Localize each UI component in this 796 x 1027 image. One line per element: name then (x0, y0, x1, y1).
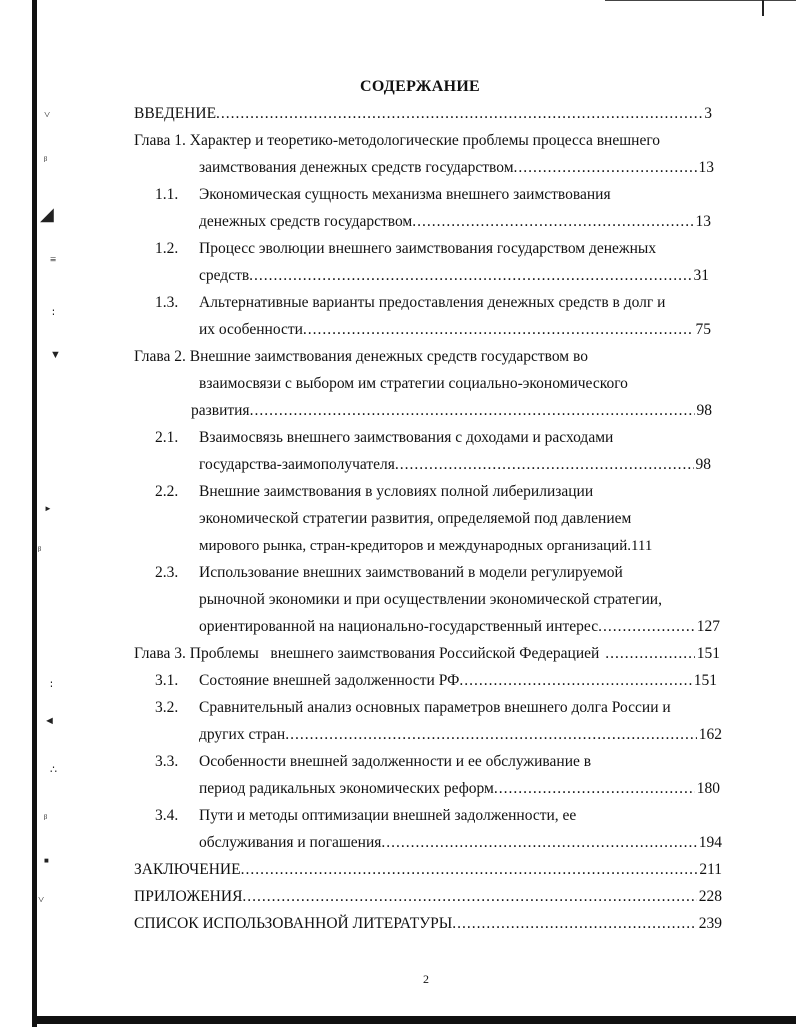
toc-entry-title: Экономическая сущность механизма внешнего заимствования (199, 186, 611, 203)
toc-entry-title: ВВЕДЕНИЕ (134, 105, 217, 122)
toc-entry-title: Внешние заимствования в условиях полной либерилизации (199, 483, 594, 500)
binder-mark: ∴ (50, 764, 57, 776)
toc-section-3-4-title[interactable] (155, 805, 576, 827)
toc-entry-page: 75 (695, 321, 711, 338)
toc-entry-title: ориентированной на национально-государственный интерес (199, 618, 599, 635)
binder-mark: ˅ (38, 894, 45, 906)
toc-leader-dots (459, 670, 691, 692)
toc-entry-title: период радикальных экономических реформ (199, 780, 494, 797)
toc-entry-title: развития (191, 402, 250, 419)
toc-entry-title: денежных средств государством (199, 213, 413, 230)
toc-entry-title: Использование внешних заимствований в модели регулируемой (199, 564, 623, 581)
page-number: 2 (423, 972, 429, 986)
toc-section-number: 2.1. (155, 429, 179, 446)
page-border-left (32, 0, 37, 1027)
toc-entry-page: 151 (693, 672, 717, 689)
page-border-bottom (32, 1016, 796, 1024)
toc-entry-appendix[interactable] (134, 886, 722, 908)
binder-mark: ˅ (44, 109, 51, 121)
toc-entry-page: 239 (698, 915, 722, 932)
toc-entry-page: 31 (693, 267, 709, 284)
toc-leader-dots (285, 724, 697, 746)
binder-mark: ≡ (50, 254, 57, 266)
binder-mark: ∶ (52, 307, 55, 319)
toc-section-3-1[interactable] (155, 670, 717, 692)
toc-entry-title: их особенности (199, 321, 303, 338)
toc-entry-title: Сравнительный анализ основных параметров внешнего долга России и (199, 699, 671, 716)
toc-section-2-3-title[interactable] (155, 562, 623, 584)
toc-entry-title: средств (199, 267, 250, 284)
toc-section-1-1-title[interactable] (155, 184, 611, 206)
toc-leader-dots (381, 832, 696, 854)
binder-mark: ᵦ (38, 541, 42, 553)
toc-entry-title: заимствования денежных средств государством (199, 159, 514, 176)
binder-mark: ◢ (40, 204, 54, 224)
toc-leader-dots (452, 913, 696, 935)
toc-section-2-1[interactable] (199, 454, 711, 476)
toc-leader-dots (598, 616, 695, 638)
toc-section-3-2-title[interactable] (155, 697, 671, 719)
toc-section-number: 1.3. (155, 294, 179, 311)
toc-entry-page: 13 (698, 159, 714, 176)
binder-mark: ᵦ (44, 809, 48, 821)
toc-entry-title: СПИСОК ИСПОЛЬЗОВАННОЙ ЛИТЕРАТУРЫ (134, 915, 453, 932)
toc-entry-page: 194 (698, 834, 722, 851)
toc-entry-title: Процесс эволюции внешнего заимствования государством денежных (199, 240, 657, 257)
page-title: СОДЕРЖАНИЕ (360, 78, 481, 95)
toc-entry-page: 3 (704, 105, 712, 122)
toc-section-1-2-title[interactable] (155, 238, 656, 260)
toc-leader-dots (303, 319, 694, 341)
toc-leader-dots (241, 859, 698, 881)
toc-entry-page: 180 (696, 780, 720, 797)
toc-leader-dots (514, 157, 697, 179)
toc-chapter-1-title[interactable]: Глава 1. Характер и теоретико-методологические проблемы процесса внешнего (134, 132, 661, 149)
page-border-top (605, 0, 796, 1)
binder-mark: ► (44, 504, 52, 513)
toc-section-2-3-title-cont[interactable]: рыночной экономики и при осуществлении экономической стратегии, (199, 591, 662, 608)
toc-chapter-2[interactable] (191, 400, 712, 422)
toc-entry-title: ЗАКЛЮЧЕНИЕ (134, 861, 241, 878)
toc-entry-title: ПРИЛОЖЕНИЯ (134, 888, 243, 905)
toc-entry-title: Пути и методы оптимизации внешней задолженности, ее (199, 807, 577, 824)
toc-section-1-3[interactable] (199, 319, 711, 341)
toc-leader-dots (605, 643, 694, 665)
toc-entry-conclusion[interactable] (134, 859, 722, 881)
toc-leader-dots (216, 103, 702, 125)
toc-leader-dots (395, 454, 694, 476)
toc-entry-title: обслуживания и погашения (199, 834, 382, 851)
toc-section-2-2-title[interactable] (155, 481, 593, 503)
toc-section-number: 2.2. (155, 483, 179, 500)
toc-entry-bibliography[interactable] (134, 913, 722, 935)
toc-leader-dots (250, 400, 695, 422)
toc-chapter-3[interactable] (134, 643, 720, 665)
toc-entry-page: 151 (696, 645, 720, 662)
toc-entry-page: 127 (696, 618, 720, 635)
toc-section-2-1-title[interactable] (155, 427, 613, 449)
toc-section-1-2[interactable] (199, 265, 709, 287)
toc-entry-title: других стран (199, 726, 286, 743)
toc-entry-title: Взаимосвязь внешнего заимствования с доходами и расходами (199, 429, 614, 446)
toc-section-3-2[interactable] (199, 724, 722, 746)
toc-section-2-2-title-cont[interactable]: экономической стратегии развития, определяемой под давлением (199, 510, 632, 527)
toc-section-3-3-title[interactable] (155, 751, 591, 773)
toc-section-3-4[interactable] (199, 832, 722, 854)
binder-mark: ◄ (44, 715, 55, 727)
toc-entry-page: 98 (695, 456, 711, 473)
toc-section-3-3[interactable] (199, 778, 720, 800)
binder-mark: ∶ (50, 679, 53, 691)
toc-entry-page: 211 (699, 861, 722, 878)
toc-section-number: 3.2. (155, 699, 179, 716)
toc-chapter-2-title-cont[interactable]: взаимосвязи с выбором им стратегии социально-экономического (199, 375, 628, 392)
toc-entry-title: государства-заимополучателя (199, 456, 395, 473)
toc-section-number: 2.3. (155, 564, 179, 581)
binder-mark: ▼ (50, 349, 61, 361)
toc-section-2-3[interactable] (199, 616, 720, 638)
toc-entry-page: 228 (698, 888, 722, 905)
binder-mark: ■ (44, 856, 49, 865)
toc-section-1-3-title[interactable] (155, 292, 665, 314)
toc-leader-dots (494, 778, 695, 800)
toc-section-number: 3.1. (155, 672, 179, 689)
toc-leader-dots (249, 265, 691, 287)
toc-entry-page: 13 (695, 213, 711, 230)
toc-section-number: 1.1. (155, 186, 179, 203)
toc-section-1-1[interactable] (199, 211, 711, 233)
toc-entry-intro[interactable] (134, 103, 712, 125)
toc-entry-page: 98 (696, 402, 712, 419)
toc-entry-page: 162 (698, 726, 722, 743)
toc-chapter-2-title[interactable]: Глава 2. Внешние заимствования денежных средств государством во (134, 348, 588, 365)
page-border-right (762, 0, 764, 16)
toc-entry-title: Глава 3. Проблемы внешнего заимствования Российской Федерацией (134, 645, 600, 662)
toc-entry-title: Состояние внешней задолженности РФ (199, 672, 460, 689)
binder-mark: ᵦ (44, 151, 48, 163)
toc-section-number: 3.3. (155, 753, 179, 770)
toc-leader-dots (242, 886, 696, 908)
toc-entry-title: Альтернативные варианты предоставления денежных средств в долг и (199, 294, 666, 311)
toc-section-number: 3.4. (155, 807, 179, 824)
toc-leader-dots (412, 211, 693, 233)
toc-section-number: 1.2. (155, 240, 179, 257)
toc-entry-title: Особенности внешней задолженности и ее обслуживание в (199, 753, 592, 770)
toc-section-2-2[interactable]: мирового рынка, стран-кредиторов и международных организаций.111 (199, 538, 653, 554)
toc-chapter-1[interactable] (199, 157, 714, 179)
